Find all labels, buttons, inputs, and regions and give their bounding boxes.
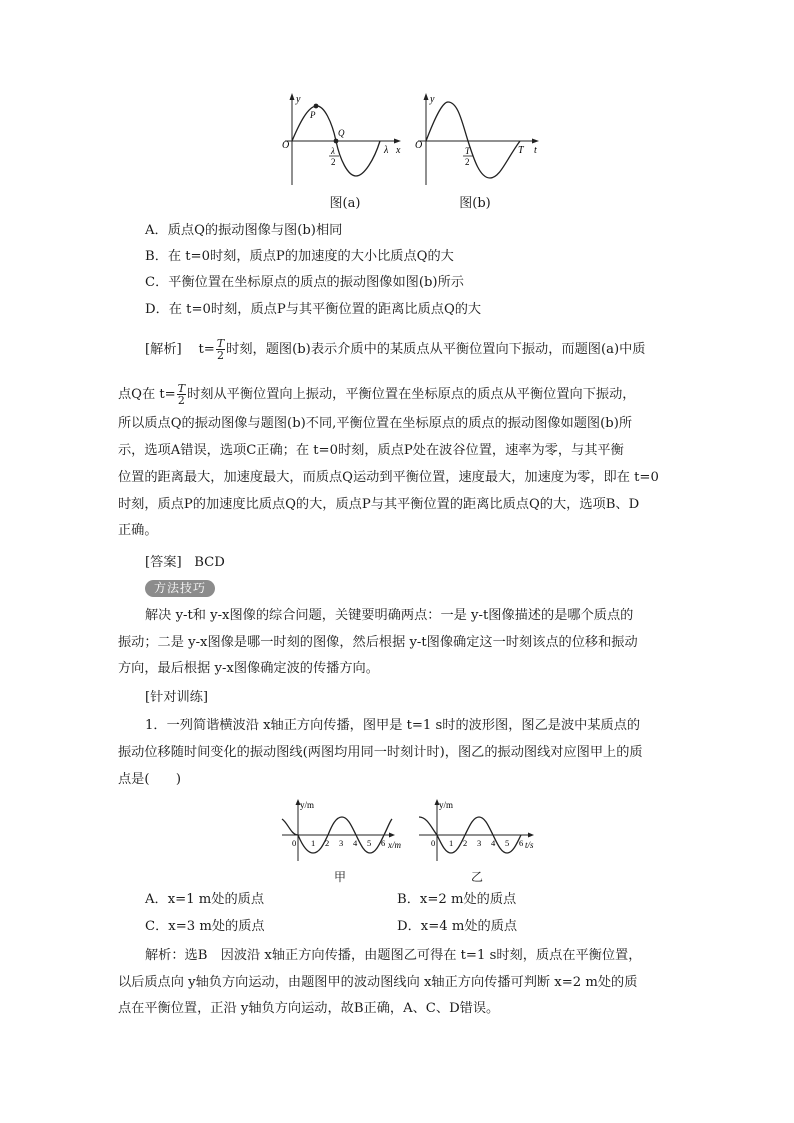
tick-label: 2 [463,838,468,848]
t-label: t [534,145,537,156]
option-a: A．质点Q的振动图像与图(b)相同 [145,223,343,238]
option2-d: D．x=4 m处的质点 [397,919,518,934]
y-label: y/m [439,800,454,810]
tick-label: 0 [431,838,436,848]
vibration-curve [426,102,520,178]
point-p [314,104,319,109]
method-line-1: 解决 y-t和 y-x图像的综合问题，关键要明确两点：一是 y-t图像描述的是哪个质点的 [145,608,634,623]
y-label: y [430,94,435,105]
option-b: B．在 t=0时刻，质点P的加速度的大小比质点Q的大 [145,249,454,264]
method-tips-badge: 方法技巧 [145,580,215,597]
solution-line-1: 解析：选B 因波沿 x轴正方向传播，由题图乙可得在 t=1 s时刻，质点在平衡位置， [145,948,642,963]
figure-yi-caption: 乙 [470,870,483,884]
figure-b-vibration-graph [410,90,550,190]
analysis-line-6: 时刻，质点P的加速度比质点Q的大，质点P与其平衡位置的距离比质点Q的大，选项B、D [118,497,640,512]
tick-label: 6 [381,838,386,848]
tick-label: 5 [505,838,510,848]
origin-label: O [282,140,290,151]
analysis-line-1 [145,338,645,361]
analysis-line-7: 正确。 [118,523,158,538]
x-label: x [396,145,401,156]
practice-line-3: 点是( ) [118,772,182,787]
t-axis-arrow [528,833,534,838]
x-axis-arrow [389,833,395,838]
lambda-label: λ [384,145,389,156]
tick-label: 2 [325,838,330,848]
figure-b-caption: 图(b) [459,196,491,211]
analysis-text: 点Q在 t= [118,387,176,402]
option-c: C．平衡位置在坐标原点的质点的振动图像如图(b)所示 [145,275,464,290]
method-line-3: 方向，最后根据 y-x图像确定波的传播方向。 [118,661,379,676]
answer-line [145,553,225,573]
analysis-label: [解析] [145,342,182,357]
y-axis-arrow [290,93,295,100]
analysis-text: 时刻从平衡位置向上振动，平衡位置在坐标原点的质点从平衡位置向下振动， [187,387,636,402]
figure-jia-caption: 甲 [333,870,346,884]
p-label: P [310,110,316,120]
half-t-den: 2 [465,157,470,167]
practice-line-1: 1．一列简谐横波沿 x轴正方向传播，图甲是 t=1 s时的波形图，图乙是波中某质点的 [145,718,641,733]
tick-label: 6 [519,838,524,848]
point-q [334,139,339,144]
t-half-fraction: $\frac{T}{2}$ [177,382,186,407]
tick-label: 1 [311,838,316,848]
solution-line-2: 以后质点向 y轴负方向运动，由题图甲的波动图线向 x轴正方向传播可判断 x=2 m处的质 [118,975,638,990]
figure-yi-vibration-graph [415,795,545,865]
half-lambda-den: 2 [331,157,336,167]
tick-label: 3 [477,838,482,848]
figure-jia-wave-graph [280,795,415,865]
half-lambda-num: λ [331,146,335,156]
t-label: t/s [525,840,534,850]
y-label: y [296,94,301,105]
option2-c: C．x=3 m处的质点 [145,919,265,934]
figure-a-caption: 图(a) [329,196,361,211]
tick-label: 4 [491,838,496,848]
option-d: D．在 t=0时刻，质点P与其平衡位置的距离比质点Q的大 [145,302,482,317]
solution-line-3: 点在平衡位置，正沿 y轴负方向运动，故B正确，A、C、D错误。 [118,1001,500,1016]
tick-label: 0 [292,838,297,848]
period-label: T [518,145,524,156]
t-half-fraction: $\frac{T}{2}$ [216,337,225,362]
y-label: y/m [300,800,315,810]
x-axis-arrow [394,139,401,144]
answer-value: BCD [194,555,225,570]
half-t-num: T [465,146,471,156]
method-line-2: 振动；二是 y-x图像是哪一时刻的图像，然后根据 y-t图像确定这一时刻该点的位移和振动 [118,635,638,650]
figure-a-wave-graph [280,90,410,190]
analysis-line-5: 位置的距离最大，加速度最大，而质点Q运动到平衡位置，速度最大，加速度为零，即在 t=0 [118,470,659,485]
analysis-line-4: 示，选项A错误，选项C正确；在 t=0时刻，质点P处在波谷位置，速率为零，与其平衡 [118,443,624,458]
tick-label: 4 [353,838,358,848]
analysis-line-3: 所以质点Q的振动图像与题图(b)不同,平衡位置在坐标原点的质点的振动图像如题图(b)所 [118,416,633,431]
t-axis-arrow [532,139,539,144]
analysis-text: t= [198,342,215,357]
y-axis-arrow [424,93,429,100]
analysis-line-2 [118,383,635,406]
origin-label: O [415,140,423,151]
tick-label: 5 [367,838,372,848]
answer-label: [答案] [145,555,182,570]
practice-line-2: 振动位移随时间变化的振动图线(两图均用同一时刻计时)，图乙的振动图线对应图甲上的质 [118,745,643,760]
tick-label: 3 [339,838,344,848]
option2-a: A．x=1 m处的质点 [145,892,265,907]
x-label: x/m [388,840,401,850]
tick-label: 1 [449,838,454,848]
analysis-text: 时刻，题图(b)表示介质中的某质点从平衡位置向下振动，而题图(a)中质 [226,342,646,357]
option2-b: B．x=2 m处的质点 [397,892,517,907]
q-label: Q [338,128,345,138]
practice-label: [针对训练] [145,690,209,705]
